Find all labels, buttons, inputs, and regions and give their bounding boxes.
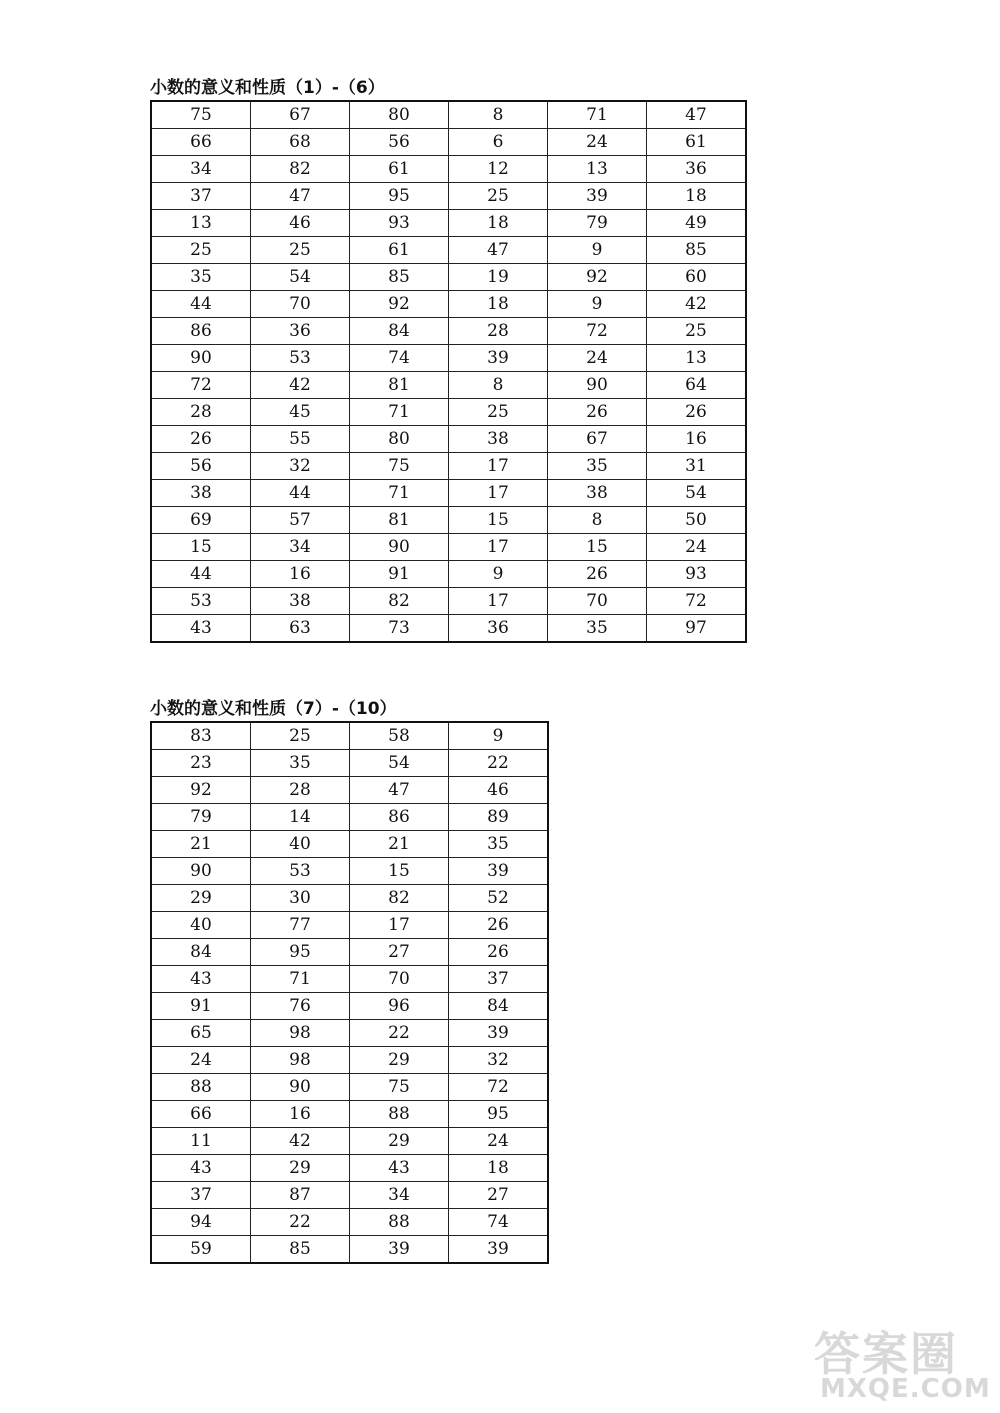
table-cell: 36 (647, 156, 747, 183)
table-cell: 17 (350, 912, 449, 939)
table-cell: 91 (151, 993, 251, 1020)
table-cell: 26 (548, 399, 647, 426)
table-cell: 8 (548, 507, 647, 534)
table-cell: 72 (449, 1074, 549, 1101)
table-cell: 67 (251, 101, 350, 129)
table-cell: 53 (251, 858, 350, 885)
table-cell: 93 (350, 210, 449, 237)
table-row (151, 966, 548, 993)
table-cell: 23 (151, 750, 251, 777)
table-cell: 43 (350, 1155, 449, 1182)
table-cell: 92 (350, 291, 449, 318)
table-row (151, 722, 548, 750)
table-cell: 90 (548, 372, 647, 399)
table-cell: 40 (251, 831, 350, 858)
table-cell: 82 (350, 588, 449, 615)
table-cell: 88 (350, 1101, 449, 1128)
table-cell: 82 (350, 885, 449, 912)
table-row (151, 912, 548, 939)
table-cell: 91 (350, 561, 449, 588)
table-cell: 15 (548, 534, 647, 561)
table-row (151, 588, 746, 615)
table-cell: 80 (350, 426, 449, 453)
table-cell: 29 (350, 1047, 449, 1074)
table-cell: 95 (350, 183, 449, 210)
table-row (151, 993, 548, 1020)
table-cell: 39 (548, 183, 647, 210)
table-row (151, 453, 746, 480)
table-cell: 34 (350, 1182, 449, 1209)
table-cell: 24 (449, 1128, 549, 1155)
table-cell: 17 (449, 534, 548, 561)
table-cell: 38 (151, 480, 251, 507)
table-cell: 92 (151, 777, 251, 804)
table-row (151, 372, 746, 399)
table-row (151, 831, 548, 858)
table-cell: 35 (548, 615, 647, 643)
table-cell: 16 (647, 426, 747, 453)
table-cell: 94 (151, 1209, 251, 1236)
table-row (151, 939, 548, 966)
table-cell: 31 (647, 453, 747, 480)
table-cell: 15 (350, 858, 449, 885)
table-cell: 80 (350, 101, 449, 129)
table-cell: 14 (251, 804, 350, 831)
table-cell: 8 (449, 101, 548, 129)
table-cell: 35 (251, 750, 350, 777)
table-row (151, 264, 746, 291)
table-row (151, 399, 746, 426)
table-cell: 39 (350, 1236, 449, 1264)
table-cell: 37 (449, 966, 549, 993)
table-cell: 9 (548, 237, 647, 264)
table-cell: 17 (449, 480, 548, 507)
table-cell: 75 (350, 1074, 449, 1101)
table-cell: 25 (647, 318, 747, 345)
table-cell: 9 (449, 561, 548, 588)
table-cell: 72 (151, 372, 251, 399)
table-cell: 84 (350, 318, 449, 345)
table-cell: 53 (251, 345, 350, 372)
table-row (151, 101, 746, 129)
table-cell: 36 (449, 615, 548, 643)
table-cell: 32 (251, 453, 350, 480)
table-cell: 83 (151, 722, 251, 750)
table-cell: 53 (151, 588, 251, 615)
table-cell: 90 (350, 534, 449, 561)
table-cell: 79 (548, 210, 647, 237)
table-cell: 54 (647, 480, 747, 507)
table-cell: 24 (548, 345, 647, 372)
table-cell: 72 (548, 318, 647, 345)
table-cell: 49 (647, 210, 747, 237)
table-cell: 59 (151, 1236, 251, 1264)
table-row (151, 1074, 548, 1101)
table-cell: 82 (251, 156, 350, 183)
table-cell: 95 (449, 1101, 549, 1128)
table-cell: 39 (449, 345, 548, 372)
table-cell: 45 (251, 399, 350, 426)
table-cell: 6 (449, 129, 548, 156)
table-row (151, 1209, 548, 1236)
table-cell: 19 (449, 264, 548, 291)
table-cell: 79 (151, 804, 251, 831)
watermark-chars: 答案圈 (814, 1327, 958, 1381)
table-cell: 69 (151, 507, 251, 534)
table-cell: 40 (151, 912, 251, 939)
table-cell: 47 (449, 237, 548, 264)
table-cell: 73 (350, 615, 449, 643)
table-cell: 84 (151, 939, 251, 966)
table-cell: 70 (548, 588, 647, 615)
table-row (151, 1236, 548, 1264)
table-cell: 47 (350, 777, 449, 804)
table-row (151, 1101, 548, 1128)
table-row (151, 426, 746, 453)
table-cell: 25 (151, 237, 251, 264)
table-cell: 90 (251, 1074, 350, 1101)
answer-table-2 (150, 721, 549, 1264)
table-cell: 37 (151, 1182, 251, 1209)
table-cell: 17 (449, 453, 548, 480)
table-cell: 26 (449, 912, 549, 939)
table-cell: 34 (251, 534, 350, 561)
table-cell: 25 (449, 183, 548, 210)
table-cell: 88 (350, 1209, 449, 1236)
table-row (151, 1182, 548, 1209)
table-cell: 54 (251, 264, 350, 291)
table-cell: 70 (251, 291, 350, 318)
table-cell: 70 (350, 966, 449, 993)
table-cell: 43 (151, 966, 251, 993)
table-cell: 16 (251, 561, 350, 588)
table-row (151, 507, 746, 534)
table-cell: 24 (151, 1047, 251, 1074)
table-cell: 44 (151, 561, 251, 588)
table-cell: 96 (350, 993, 449, 1020)
table-cell: 86 (151, 318, 251, 345)
table-cell: 75 (151, 101, 251, 129)
table-cell: 34 (151, 156, 251, 183)
table-cell: 71 (350, 399, 449, 426)
table-cell: 63 (251, 615, 350, 643)
table-row (151, 345, 746, 372)
table-row (151, 561, 746, 588)
table-cell: 57 (251, 507, 350, 534)
table-cell: 46 (251, 210, 350, 237)
table-cell: 42 (251, 372, 350, 399)
table-cell: 24 (548, 129, 647, 156)
table-cell: 38 (449, 426, 548, 453)
table-cell: 43 (151, 1155, 251, 1182)
table-cell: 52 (449, 885, 549, 912)
table-cell: 81 (350, 372, 449, 399)
table-cell: 32 (449, 1047, 549, 1074)
table-cell: 38 (548, 480, 647, 507)
table-cell: 27 (350, 939, 449, 966)
table-cell: 29 (251, 1155, 350, 1182)
section-title-2: 小数的意义和性质（7）-（10） (150, 699, 397, 719)
table-cell: 13 (647, 345, 747, 372)
table-cell: 84 (449, 993, 549, 1020)
table-row (151, 1020, 548, 1047)
table-cell: 97 (647, 615, 747, 643)
table-cell: 15 (151, 534, 251, 561)
table-cell: 24 (647, 534, 747, 561)
watermark-logo (814, 1318, 990, 1408)
table-cell: 22 (251, 1209, 350, 1236)
table-cell: 25 (251, 237, 350, 264)
table-row (151, 615, 746, 643)
table-cell: 8 (449, 372, 548, 399)
table-cell: 28 (251, 777, 350, 804)
table-cell: 26 (548, 561, 647, 588)
table-cell: 22 (350, 1020, 449, 1047)
table-cell: 47 (647, 101, 747, 129)
table-cell: 54 (350, 750, 449, 777)
table-cell: 16 (251, 1101, 350, 1128)
table-cell: 92 (548, 264, 647, 291)
table-cell: 38 (251, 588, 350, 615)
table-cell: 39 (449, 1020, 549, 1047)
table-cell: 21 (151, 831, 251, 858)
table-cell: 39 (449, 1236, 549, 1264)
table-cell: 50 (647, 507, 747, 534)
table-cell: 28 (151, 399, 251, 426)
table-cell: 17 (449, 588, 548, 615)
table-row (151, 318, 746, 345)
table-cell: 60 (647, 264, 747, 291)
table-cell: 42 (251, 1128, 350, 1155)
table-cell: 44 (251, 480, 350, 507)
table-cell: 98 (251, 1020, 350, 1047)
table-cell: 55 (251, 426, 350, 453)
table-cell: 98 (251, 1047, 350, 1074)
table-cell: 35 (151, 264, 251, 291)
table-cell: 66 (151, 129, 251, 156)
table-cell: 72 (647, 588, 747, 615)
table-cell: 46 (449, 777, 549, 804)
table-cell: 25 (251, 722, 350, 750)
table-cell: 11 (151, 1128, 251, 1155)
table-cell: 61 (350, 156, 449, 183)
table-cell: 74 (449, 1209, 549, 1236)
table-cell: 71 (350, 480, 449, 507)
table-cell: 28 (449, 318, 548, 345)
table-cell: 37 (151, 183, 251, 210)
table-cell: 90 (151, 858, 251, 885)
table-cell: 68 (251, 129, 350, 156)
table-cell: 13 (151, 210, 251, 237)
table-cell: 26 (647, 399, 747, 426)
table-cell: 44 (151, 291, 251, 318)
table-cell: 61 (647, 129, 747, 156)
table-cell: 64 (647, 372, 747, 399)
table-cell: 35 (548, 453, 647, 480)
table-row (151, 480, 746, 507)
table-cell: 13 (548, 156, 647, 183)
table-row (151, 750, 548, 777)
table-cell: 61 (350, 237, 449, 264)
table-cell: 12 (449, 156, 548, 183)
table-cell: 87 (251, 1182, 350, 1209)
table-cell: 18 (449, 1155, 549, 1182)
table-row (151, 183, 746, 210)
table-cell: 89 (449, 804, 549, 831)
table-cell: 29 (350, 1128, 449, 1155)
table-cell: 85 (647, 237, 747, 264)
table-cell: 90 (151, 345, 251, 372)
section-title-1: 小数的意义和性质（1）-（6） (150, 78, 385, 98)
table-cell: 93 (647, 561, 747, 588)
table-cell: 29 (151, 885, 251, 912)
table-cell: 21 (350, 831, 449, 858)
table-cell: 71 (548, 101, 647, 129)
table-cell: 9 (548, 291, 647, 318)
table-cell: 25 (449, 399, 548, 426)
table-row (151, 237, 746, 264)
table-row (151, 885, 548, 912)
table-row (151, 858, 548, 885)
table-cell: 9 (449, 722, 549, 750)
table-cell: 85 (251, 1236, 350, 1264)
table-cell: 39 (449, 858, 549, 885)
table-cell: 43 (151, 615, 251, 643)
table-cell: 56 (350, 129, 449, 156)
table-cell: 95 (251, 939, 350, 966)
table-cell: 77 (251, 912, 350, 939)
table-cell: 36 (251, 318, 350, 345)
table-cell: 42 (647, 291, 747, 318)
table-cell: 35 (449, 831, 549, 858)
table-row (151, 210, 746, 237)
table-cell: 65 (151, 1020, 251, 1047)
table-cell: 26 (151, 426, 251, 453)
table-cell: 56 (151, 453, 251, 480)
table-cell: 75 (350, 453, 449, 480)
table-row (151, 777, 548, 804)
table-row (151, 534, 746, 561)
table-row (151, 1128, 548, 1155)
table-cell: 18 (449, 210, 548, 237)
table-row (151, 156, 746, 183)
table-cell: 76 (251, 993, 350, 1020)
table-cell: 58 (350, 722, 449, 750)
table-cell: 22 (449, 750, 549, 777)
table-cell: 74 (350, 345, 449, 372)
watermark-url: MXQE.COM (820, 1374, 991, 1404)
table-cell: 86 (350, 804, 449, 831)
table-cell: 81 (350, 507, 449, 534)
table-cell: 27 (449, 1182, 549, 1209)
table-row (151, 291, 746, 318)
table-cell: 71 (251, 966, 350, 993)
table-cell: 15 (449, 507, 548, 534)
table-cell: 88 (151, 1074, 251, 1101)
table-cell: 47 (251, 183, 350, 210)
table-cell: 30 (251, 885, 350, 912)
table-row (151, 1155, 548, 1182)
table-row (151, 1047, 548, 1074)
answer-table-1 (150, 100, 747, 643)
table-cell: 18 (647, 183, 747, 210)
table-row (151, 804, 548, 831)
table-cell: 26 (449, 939, 549, 966)
table-cell: 18 (449, 291, 548, 318)
table-row (151, 129, 746, 156)
table-cell: 85 (350, 264, 449, 291)
table-cell: 67 (548, 426, 647, 453)
table-cell: 66 (151, 1101, 251, 1128)
